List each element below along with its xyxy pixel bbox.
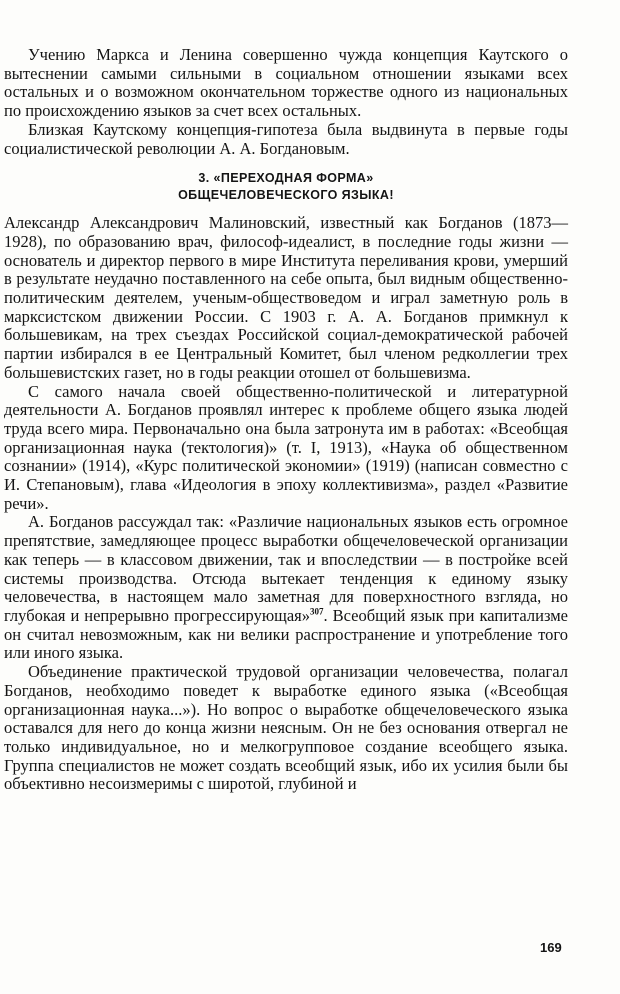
paragraph-1: Учению Маркса и Ленина совершенно чужда концепция Каутского о вытеснении самыми сильными в социальном отношении языками всех остальных и о возможном окончательном торжестве одного из национальных по происхождению языков за счет всех остальных. [4, 45, 568, 121]
section-heading [4, 170, 568, 204]
paragraph-5-text-b: . Всеобщий язык при капитализме он считал невозможным, как ни велики распространение и употребление того или иного языка. [4, 605, 568, 663]
paragraph-4: С самого начала своей общественно-политической и литературной деятельности А. Богданов проявлял интерес к проблеме общего языка людей труда всего мира. Первоначально она была затронута им в работах: «Всеобщая организационная наука (тектология)» (т. I, 1913), «Наука об общественном сознании» (1914), «Курс политической экономии» (1919) (написан совместно с И. Степановым), глава «Идеология в эпоху коллективизма», раздел «Развитие речи». [4, 381, 568, 513]
page-number: 169 [540, 940, 562, 955]
section-heading-line-1: 3. «ПЕРЕХОДНАЯ ФОРМА» [198, 171, 374, 186]
footnote-ref: 307 [310, 606, 324, 617]
paragraph-3: Александр Александрович Малиновский, известный как Богданов (1873—1928), по образованию врач, философ-идеалист, в последние годы жизни — основатель и директор первого в мире Института переливания крови, умерший в результате неудачно поставленного на себе опыта, был видным общественно-политическим деятелем, ученым-обществоведом и играл заметную роль в марксистском движении России. С 1903 г. А. А. Богданов примкнул к большевикам, на трех съездах Российской социал-демократической рабочей партии избирался в ее Центральный Комитет, был членом редколлегии трех большевистских газет, но в годы реакции отошел от большевизма. [4, 213, 568, 382]
paragraph-2: Близкая Каутскому концепция-гипотеза была выдвинута в первые годы социалистической революции А. А. Богдановым. [4, 119, 568, 158]
paragraph-6: Объединение практической трудовой организации человечества, полагал Богданов, необходимо поведет к выработке единого языка («Всеобщая организационная наука...»). Но вопрос о выработке общечеловеческого языка оставался для него до конца жизни неясным. Он не без основания отвергал не только индивидуальное, но и мелкогрупповое создание всеобщего языка. Группа специалистов не может создать всеобщий язык, ибо их усилия были бы объективно несоизмеримы с широтой, глубиной и [4, 662, 568, 794]
paragraph-5 [4, 513, 568, 663]
paragraph-5-text-a: А. Богданов рассуждал так: «Различие национальных языков есть огромное препятствие, замедляющее процесс выработки общечеловеческой организации как теперь — в классовом движении, так и впоследствии — в постройке всей системы производства. Отсюда вытекает тенденция к единому языку человечества, в настоящем мало заметная для поверхностного взгляда, но глубокая и непрерывно прогрессирующая» [4, 512, 568, 625]
section-heading-line-2: ОБЩЕЧЕЛОВЕЧЕСКОГО ЯЗЫКА! [178, 188, 394, 203]
page-text [4, 46, 568, 794]
